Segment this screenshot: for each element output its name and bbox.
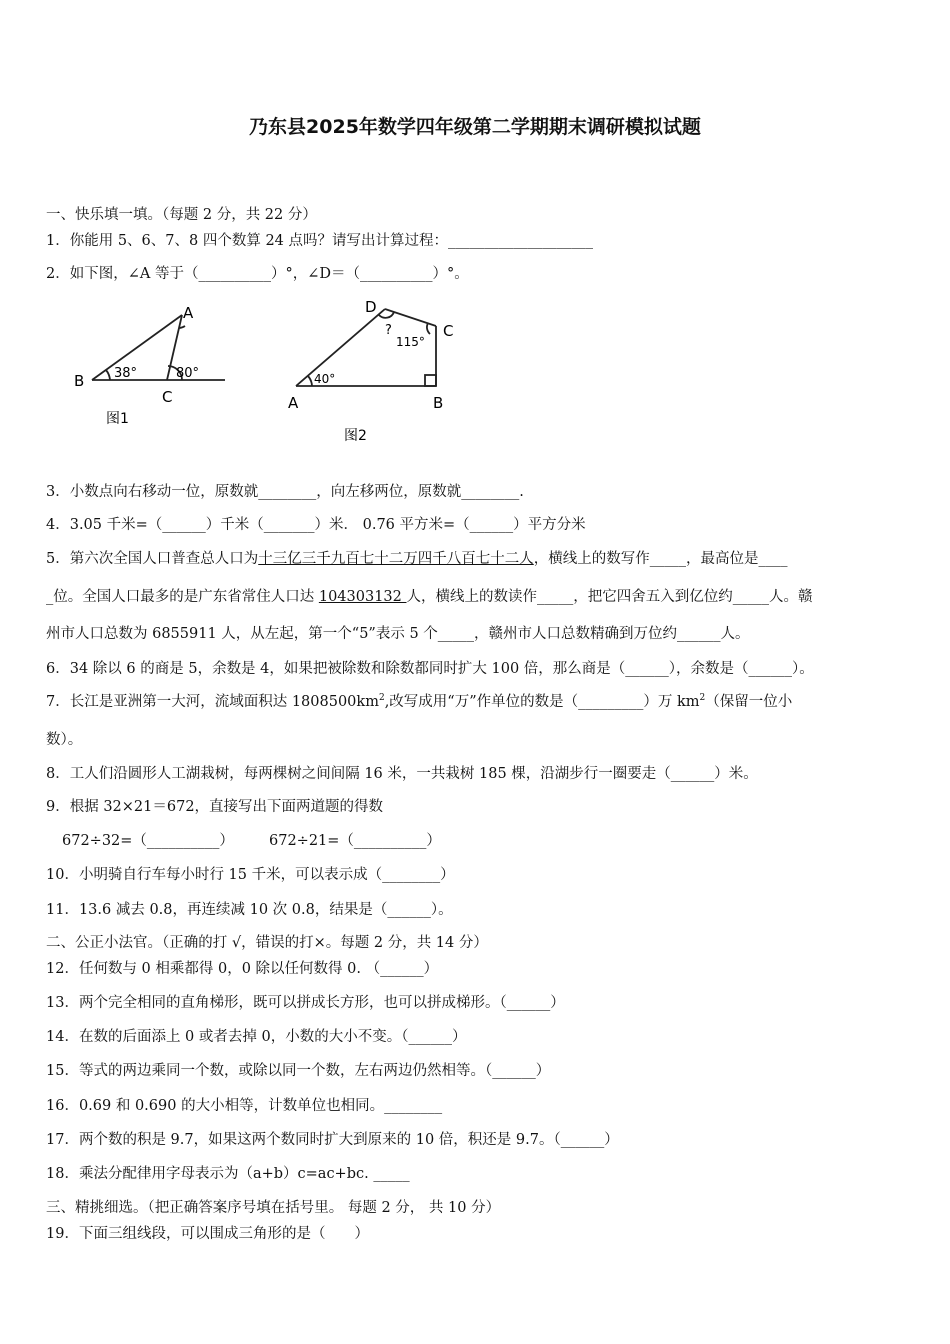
- question-3: 3．小数点向右移动一位，原数就________，向左移两位，原数就________.: [46, 484, 524, 500]
- question-7-line-1: [46, 690, 792, 711]
- q5-text: ，横线上的数写作_____，最高位是____: [533, 551, 788, 567]
- question-13: 13．两个完全相同的直角梯形，既可以拼成长方形，也可以拼成梯形。（______）: [46, 995, 565, 1011]
- fig2-label-c: C: [443, 322, 454, 340]
- question-15: 15．等式的两边乘同一个数，或除以同一个数，左右两边仍然相等。（______）: [46, 1063, 551, 1079]
- question-16: 16．0.69 和 0.690 的大小相等，计数单位也相同。________: [46, 1098, 443, 1114]
- fig2-label-a: A: [288, 394, 299, 412]
- fig1-label-b: B: [74, 372, 85, 390]
- fig1-angle-b: 38°: [114, 366, 138, 381]
- question-1: 1．你能用 5、6、7、8 四个数算 24 点吗？请写出计算过程：____________________: [46, 233, 594, 249]
- fig2-caption: 图2: [344, 428, 367, 444]
- fig1-caption: 图1: [106, 411, 129, 427]
- question-5-line-1: [46, 547, 787, 568]
- question-10: 10．小明骑自行车每小时行 15 千米，可以表示成（________）: [46, 867, 455, 883]
- fig1-label-a: A: [183, 304, 194, 322]
- question-2: 2．如下图，∠A 等于（__________）°，∠D＝（__________）°。: [46, 266, 469, 282]
- fig1-label-c: C: [162, 388, 173, 406]
- q7-text: ,改写成用“万”作单位的数是（_________）万 km: [384, 694, 700, 710]
- question-14: 14．在数的后面添上 0 或者去掉 0，小数的大小不变。（______）: [46, 1029, 467, 1045]
- q5-text: _位。全国人口最多的是广东省常住人口达: [46, 589, 319, 605]
- question-9a: 672÷32=（__________）: [62, 833, 234, 849]
- question-17: 17．两个数的积是 9.7，如果这两个数同时扩大到原来的 10 倍，积还是 9.7。（______）: [46, 1132, 619, 1148]
- figure-1-triangle: [70, 298, 240, 433]
- fig2-angle-d: ?: [385, 323, 392, 338]
- question-9: 9．根据 32×21＝672，直接写出下面两道题的得数: [46, 799, 384, 815]
- question-9b: 672÷21=（__________）: [269, 833, 441, 849]
- fig2-angle-a: 40°: [314, 372, 336, 386]
- q5-underlined-number: 104303132: [318, 589, 407, 605]
- q5-underlined-number: 十三亿三千九百七十二万四千八百七十二人: [258, 551, 534, 567]
- question-12: 12．任何数与 0 相乘都得 0，0 除以任何数得 0. （______）: [46, 961, 439, 977]
- question-11: 11．13.6 减去 0.8，再连续减 10 次 0.8，结果是（______）。: [46, 902, 453, 918]
- question-19: 19．下面三组线段，可以围成三角形的是（ ）: [46, 1226, 369, 1242]
- fig2-label-d: D: [365, 298, 377, 316]
- question-4: 4．3.05 千米=（______）千米（_______）米． 0.76 平方米=（______）平方分米: [46, 517, 586, 533]
- q5-text: 人，横线上的数读作_____，把它四舍五入到亿位约_____人。赣: [406, 589, 813, 605]
- question-8: 8．工人们沿圆形人工湖栽树，每两棵树之间间隔 16 米，一共栽树 185 棵，沿湖步行一圈要走（______）米。: [46, 766, 758, 782]
- question-18: 18．乘法分配律用字母表示为（a+b）c=ac+bc. _____: [46, 1166, 410, 1182]
- q7-text: （保留一位小: [705, 694, 793, 710]
- q5-text: 5．第六次全国人口普查总人口为: [46, 551, 259, 567]
- page-title: 乃东县2025年数学四年级第二学期期末调研模拟试题: [249, 116, 701, 138]
- q7-text: 7．长江是亚洲第一大河，流域面积达 1808500km: [46, 694, 379, 710]
- fig1-angle-c: 80°: [176, 366, 200, 381]
- question-5-line-3: 州市人口总数为 6855911 人，从左起，第一个“5”表示 5 个_____，赣州市人口总数精确到万位约______人。: [46, 626, 750, 642]
- question-7-line-2: 数）。: [46, 732, 83, 748]
- q7-superscript: 2: [378, 693, 385, 704]
- section-3-heading: 三、精挑细选。（把正确答案序号填在括号里。 每题 2 分， 共 10 分）: [46, 1200, 501, 1216]
- fig2-label-b: B: [433, 394, 444, 412]
- question-5-line-2: [46, 585, 813, 606]
- fig2-angle-c: 115°: [396, 335, 425, 349]
- figure-2-quadrilateral: [282, 290, 462, 450]
- section-1-heading: 一、快乐填一填。（每题 2 分，共 22 分）: [46, 207, 317, 223]
- q7-superscript: 2: [699, 693, 706, 704]
- question-6: 6．34 除以 6 的商是 5，余数是 4，如果把被除数和除数都同时扩大 100 倍，那么商是（______），余数是（______）。: [46, 661, 814, 677]
- section-2-heading: 二、公正小法官。（正确的打 √，错误的打×。每题 2 分，共 14 分）: [46, 935, 488, 951]
